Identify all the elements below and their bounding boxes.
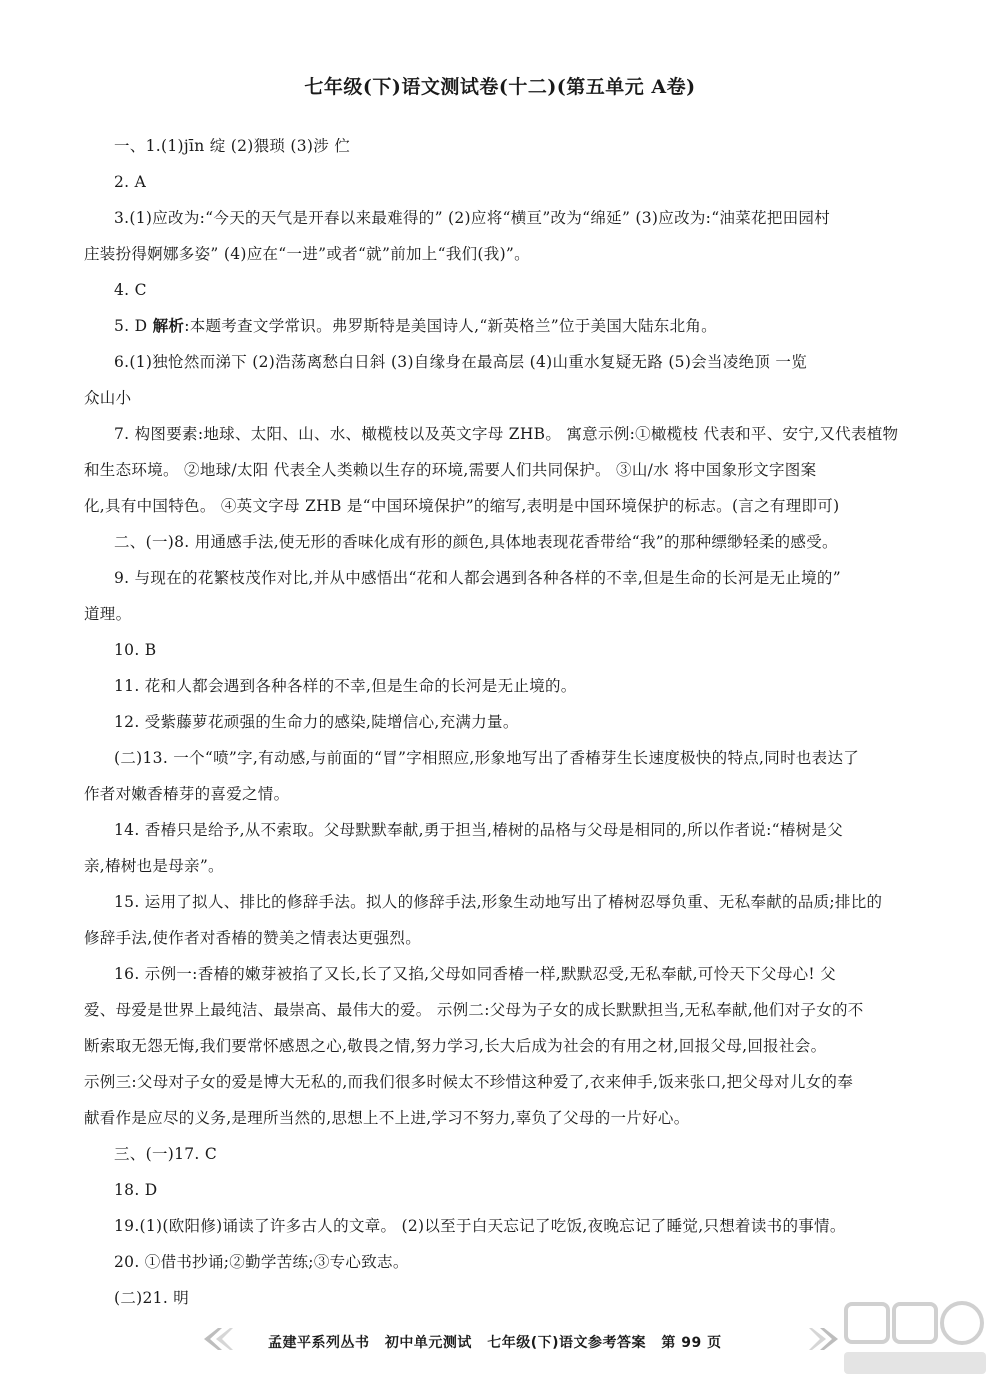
answer-text: 三、(一)17. C — [114, 1145, 218, 1163]
answer-line — [84, 740, 954, 776]
footer-page-number: 第 99 页 — [661, 1335, 722, 1351]
answer-text: 11. 花和人都会遇到各种各样的不幸,但是生命的长河是无止境的。 — [114, 677, 577, 695]
footer-series: 孟建平系列丛书 — [268, 1335, 370, 1351]
answer-text: 爱、母爱是世界上最纯洁、最崇高、最伟大的爱。 示例二:父母为子女的成长默默担当,无私奉献,他们对子女的不 — [84, 1001, 864, 1019]
answer-line — [84, 380, 954, 416]
answer-text: 示例三:父母对子女的爱是博大无私的,而我们很多时候太不珍惜这种爱了,衣来伸手,饭来张口,把父母对儿女的奉 — [84, 1073, 854, 1091]
answer-text: 断索取无怨无悔,我们要常怀感恩之心,敬畏之情,努力学习,长大后成为社会的有用之材,回报父母,回报社会。 — [84, 1037, 827, 1055]
answer-text: 庄装扮得婀娜多姿” (4)应在“一进”或者“就”前加上“我们(我)”。 — [84, 245, 530, 263]
answer-text: 9. 与现在的花繁枝茂作对比,并从中感悟出“花和人都会遇到各种各样的不幸,但是生命的长河是无止境的” — [114, 569, 841, 587]
answer-line — [84, 308, 954, 344]
answer-line — [84, 560, 954, 596]
answer-text: 化,具有中国特色。 ④英文字母 ZHB 是“中国环境保护”的缩写,表明是中国环境保护的标志。(言之有理即可) — [84, 497, 840, 515]
footer-book: 初中单元测试 — [384, 1335, 472, 1351]
answer-line — [84, 776, 954, 812]
answer-text: 20. ①借书抄诵;②勤学苦练;③专心致志。 — [114, 1253, 409, 1271]
answer-line — [84, 344, 954, 380]
answer-text: 12. 受紫藤萝花顽强的生命力的感染,陡增信心,充满力量。 — [114, 713, 519, 731]
chevron-right-icon — [808, 1326, 842, 1352]
footer-subject: 七年级(下)语文参考答案 — [487, 1335, 647, 1351]
answer-line — [84, 1136, 954, 1172]
answer-text: 6.(1)独怆然而涕下 (2)浩荡离愁白日斜 (3)自缘身在最高层 (4)山重水复疑无路 (5)会当凌绝顶 一览 — [114, 353, 808, 371]
answer-text: (二)21. 明 — [114, 1289, 190, 1307]
answer-line — [84, 668, 954, 704]
answer-line — [84, 704, 954, 740]
answer-text: 16. 示例一:香椿的嫩芽被掐了又长,长了又掐,父母如同香椿一样,默默忍受,无私奉献,可怜天下父母心! 父 — [114, 965, 836, 983]
answer-text: 亲,椿树也是母亲”。 — [84, 857, 224, 875]
answer-emphasis: 解析 — [152, 316, 185, 335]
answer-line — [84, 1100, 954, 1136]
answer-content — [84, 128, 954, 1316]
answer-line — [84, 1208, 954, 1244]
answer-line — [84, 1244, 954, 1280]
page-title: 七年级(下)语文测试卷(十二)(第五单元 A卷) — [304, 76, 696, 98]
answer-text: 二、(一)8. 用通感手法,使无形的香味化成有形的颜色,具体地表现花香带给“我”的那种缥缈轻柔的感受。 — [114, 533, 838, 551]
answer-text: 和生态环境。 ②地球/太阳 代表全人类赖以生存的环境,需要人们共同保护。 ③山/水 将中国象形文字图案 — [84, 461, 817, 479]
answer-text: 3.(1)应改为:“今天的天气是开春以来最难得的” (2)应将“横亘”改为“绵延” (3)应改为:“油菜花把田园村 — [114, 209, 831, 227]
answer-line — [84, 848, 954, 884]
answer-text: :本题考查文学常识。弗罗斯特是美国诗人,“新英格兰”位于美国大陆东北角。 — [184, 317, 717, 335]
answer-line — [84, 632, 954, 668]
answer-text: 一、1.(1)jīn 绽 (2)猥琐 (3)涉 伫 — [114, 137, 351, 155]
answer-line — [84, 1064, 954, 1100]
answer-line — [84, 128, 954, 164]
answer-line — [84, 416, 954, 452]
answer-line — [84, 1172, 954, 1208]
answer-line — [84, 200, 954, 236]
chevron-left-icon — [200, 1326, 234, 1352]
answer-line — [84, 524, 954, 560]
answer-line — [84, 992, 954, 1028]
answer-text: 道理。 — [84, 605, 132, 623]
answer-line — [84, 920, 954, 956]
answer-text: 7. 构图要素:地球、太阳、山、水、橄榄枝以及英文字母 ZHB。 寓意示例:①橄榄枝 代表和平、安宁,又代表植物 — [114, 425, 899, 443]
answer-text: 2. A — [114, 173, 147, 191]
answer-line — [84, 596, 954, 632]
answer-text: 修辞手法,使作者对香椿的赞美之情表达更强烈。 — [84, 929, 422, 947]
answer-text: 作者对嫩香椿芽的喜爱之情。 — [84, 785, 290, 803]
answer-line — [84, 236, 954, 272]
answer-line — [84, 1028, 954, 1064]
answer-line — [84, 272, 954, 308]
answer-line — [84, 884, 954, 920]
answer-line — [84, 812, 954, 848]
answer-prefix: 5. D — [114, 317, 153, 335]
answer-text: 14. 香椿只是给予,从不索取。父母默默奉献,勇于担当,椿树的品格与父母是相同的,所以作者说:“椿树是父 — [114, 821, 844, 839]
watermark-logo-icon — [840, 1300, 990, 1380]
answer-text: 15. 运用了拟人、排比的修辞手法。拟人的修辞手法,形象生动地写出了椿树忍辱负重、无私奉献的品质;排比的 — [114, 893, 883, 911]
answer-line — [84, 1280, 954, 1316]
answer-text: 18. D — [114, 1181, 158, 1199]
answer-text: (二)13. 一个“喷”字,有动感,与前面的“冒”字相照应,形象地写出了香椿芽生长速度极快的特点,同时也表达了 — [114, 749, 860, 767]
answer-text: 献看作是应尽的义务,是理所当然的,思想上不上进,学习不努力,辜负了父母的一片好心。 — [84, 1109, 690, 1127]
answer-text: 4. C — [114, 281, 147, 299]
answer-text: 众山小 — [84, 389, 132, 407]
answer-line — [84, 452, 954, 488]
answer-line — [84, 956, 954, 992]
answer-text: 10. B — [114, 641, 157, 659]
answer-text: 19.(1)(欧阳修)诵读了许多古人的文章。 (2)以至于白天忘记了吃饭,夜晚忘记了睡觉,只想着读书的事情。 — [114, 1217, 846, 1235]
answer-line — [84, 164, 954, 200]
footer-text — [268, 1332, 732, 1352]
answer-line — [84, 488, 954, 524]
